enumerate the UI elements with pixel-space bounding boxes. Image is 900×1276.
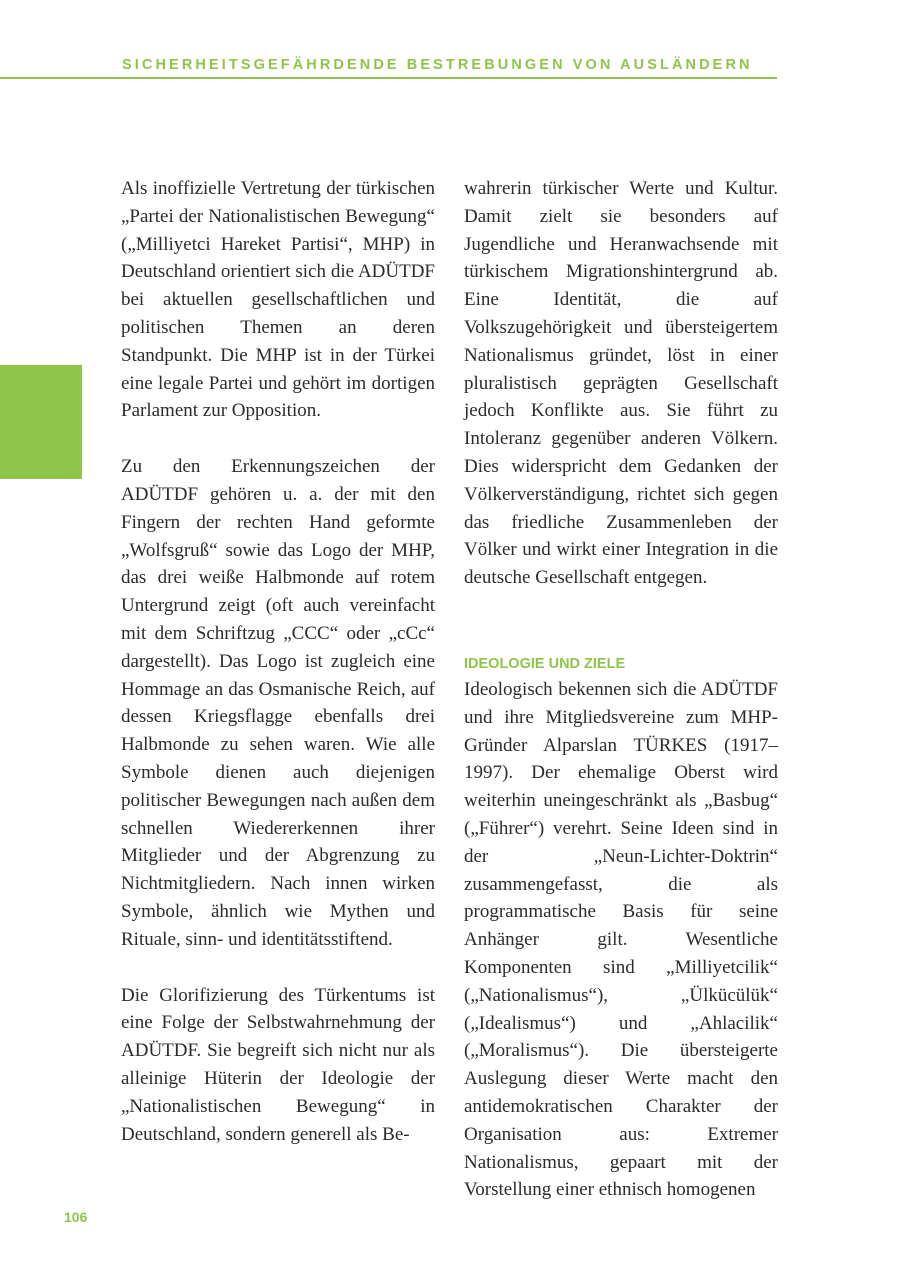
section-heading-ideology: IDEOLOGIE UND ZIELE bbox=[464, 655, 626, 672]
paragraph-recognition-signs: Zu den Erkennungszeichen der ADÜTDF gehören u. a. der mit den Fingern der rechten Hand geformte „Wolfsgruß“ sowie das Logo der MHP, das drei weiße Halbmonde auf rotem Untergrund zeigt (oft auch vereinfacht mit dem Schriftzug „CCC“ oder „cCc“ dargestellt). Das Logo ist zugleich eine Hommage an das Osmanische Reich, auf dessen Kriegsflagge ebenfalls drei Halbmonde zu sehen waren. Wie alle Symbole dienen auch diejenigen politischer Bewegungen nach außen dem schnellen Wiedererkennen ihrer Mitglieder und der Abgrenzung zu Nichtmitgliedern. Nach innen wirken Symbole, ähnlich wie Mythen und Rituale, sinn- und identitätsstiftend. bbox=[121, 456, 435, 950]
running-header-title: SICHERHEITSGEFÄHRDENDE BESTREBUNGEN VON AUSLÄNDERN bbox=[122, 57, 753, 73]
page-number: 106 bbox=[64, 1209, 88, 1225]
header-divider bbox=[0, 77, 777, 79]
paragraph-continuation: wahrerin türkischer Werte und Kultur. Damit zielt sie besonders auf Jugendliche und Heranwachsende mit türkischem Migrationshintergrund ab. Eine Identität, die auf Volkszugehörigkeit und übersteigertem Nationalismus gründet, löst in einer pluralistisch geprägten Gesellschaft jedoch Konflikte aus. Sie führt zu Intoleranz gegenüber anderen Völkern. Dies widerspricht dem Gedanken der Völkerverständigung, richtet sich gegen das friedliche Zusammenleben der Völker und wirkt einer Integration in die deutsche Gesellschaft entgegen. bbox=[464, 178, 778, 589]
right-text-column bbox=[464, 175, 778, 1204]
paragraph-glorification: Die Glorifizierung des Türkentums ist eine Folge der Selbstwahrnehmung der ADÜTDF. Sie begreift sich nicht nur als alleinige Hüterin der Ideologie der „Nationalistischen Bewegung“ in Deutschland, sondern generell als Be- bbox=[121, 984, 435, 1145]
paragraph-mhp-representation: Als inoffizielle Vertretung der türkischen „Partei der Nationalistischen Bewegung“ („Milliyetci Hareket Partisi“, MHP) in Deutschland orientiert sich die ADÜTDF bei aktuellen gesellschaftlichen und politischen Themen an deren Standpunkt. Die MHP ist in der Türkei eine legale Partei und gehört im dortigen Parlament zur Opposition. bbox=[121, 178, 435, 422]
left-text-column bbox=[121, 175, 435, 1148]
paragraph-ideology: Ideologisch bekennen sich die ADÜTDF und ihre Mitgliedsvereine zum MHP-Gründer Alparslan TÜRKES (1917–1997). Der ehemalige Oberst wird weiterhin uneingeschränkt als „Basbug“ („Führer“) verehrt. Seine Ideen sind in der „Neun-Lichter-Doktrin“ zusammengefasst, die als programmatische Basis für seine Anhänger gilt. Wesentliche Komponenten sind „Milliyetcilik“ („Nationalismus“), „Ülkücülük“ („Idealismus“) und „Ahlacilik“ („Moralismus“). Die übersteigerte Auslegung dieser Werte macht den antidemokratischen Charakter der Organisation aus: Extremer Nationalismus, gepaart mit der Vorstellung einer ethnisch homogenen bbox=[464, 678, 778, 1201]
chapter-side-tab bbox=[0, 365, 82, 479]
